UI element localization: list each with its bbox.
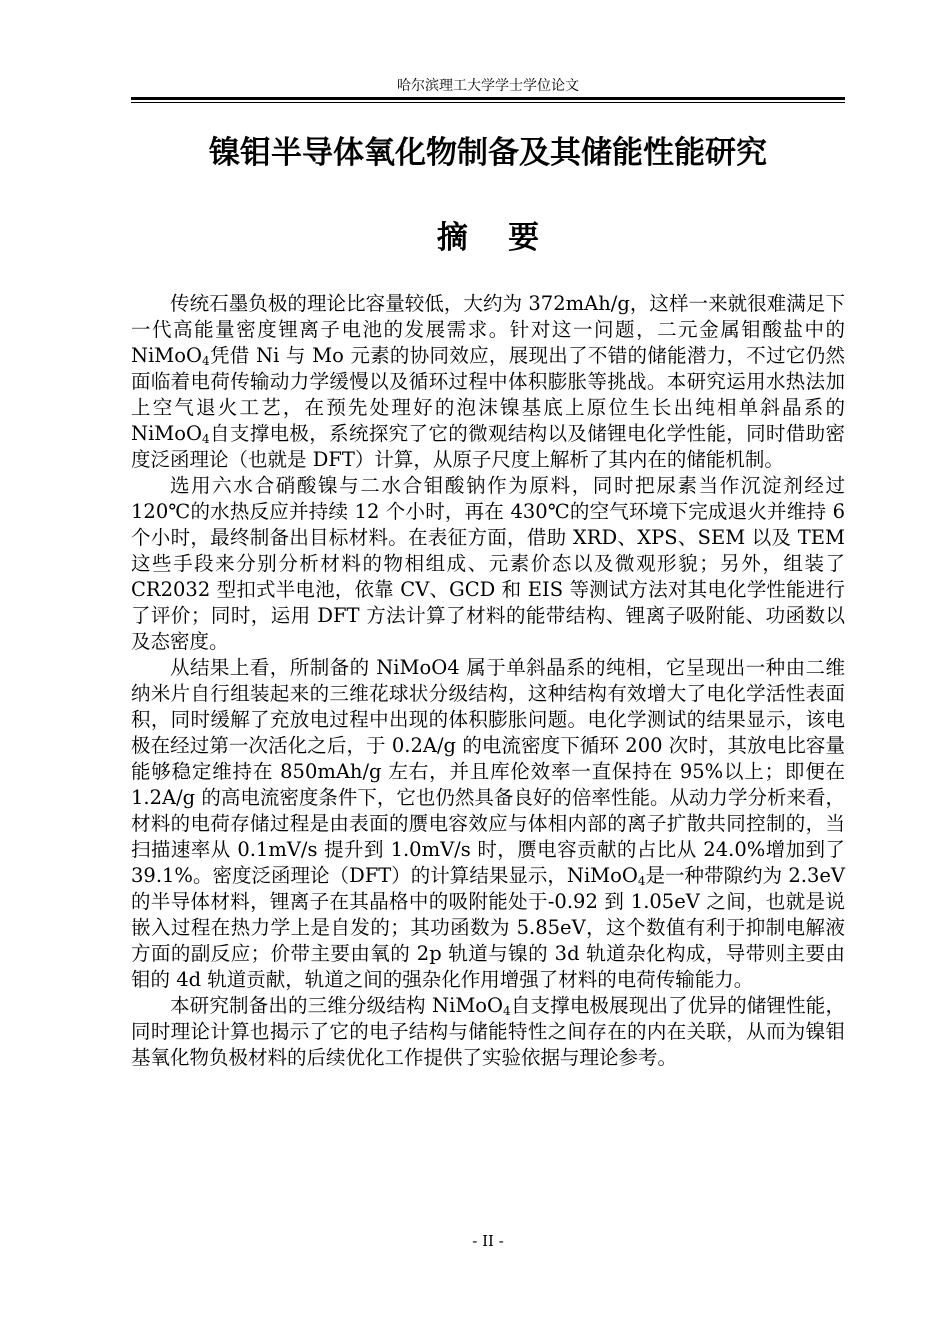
abstract-paragraph-3: 从结果上看，所制备的 NiMoO4 属于单斜晶系的纯相，它呈现出一种由二维纳米片自行组装起来的三维花球状分级结构，这种结构有效增大了电化学活性表面积，同时缓解了充放电过程中出现的体积膨胀问题。电化学测试的结果显示，该电极在经过第一次活化之后，于 0.2A/g 的电流密度下循环 200 次时，其放电比容量能够稳定维持在 850mAh/g 左右，并且库伦效率一直保持在 95%以上；即便在 1.2A/g 的高电流密度条件下，它也仍然具备良好的倍率性能。从动力学分析来看，材料的电荷存储过程是由表面的赝电容效应与体相内部的离子扩散共同控制的，当扫描速率从 0.1mV/s 提升到 1.0mV/s 时，赝电容贡献的占比从 24.0%增加到了 39.1%。密度泛函理论（DFT）的计算结果显示，NiMoO$_4$是一种带隙约为 2.3eV 的半导体材料，锂离子在其晶格中的吸附能处于-0.92 到 1.05eV 之间，也就是说嵌入过程在热力学上是自发的；其功函数为 5.85eV，这个数值有利于抑制电解液方面的副反应；价带主要由氧的 2p 轨道与镍的 3d 轨道杂化构成，导带则主要由钼的 4d 轨道贡献，轨道之间的强杂化作用增强了材料的电荷传输能力。 [131, 656, 845, 991]
page-number: - II - [472, 1232, 504, 1250]
abstract-paragraph-1: 传统石墨负极的理论比容量较低，大约为 372mAh/g，这样一来就很难满足下一代高能量密度锂离子电池的发展需求。针对这一问题，二元金属钼酸盐中的 NiMoO$_4$凭借 Ni 与 Mo 元素的协同效应，展现出了不错的储能潜力，不过它仍然面临着电荷传输动力学缓慢以及循环过程中体积膨胀等挑战。本研究运用水热法加上空气退火工艺，在预先处理好的泡沫镍基底上原位生长出纯相单斜晶系的 NiMoO$_4$自支撑电极，系统探究了它的微观结构以及储锂电化学性能，同时借助密度泛函理论（也就是 DFT）计算，从原子尺度上解析了其内在的储能机制。 [131, 292, 845, 471]
header-rule-thin [131, 102, 845, 103]
thesis-title: 镍钼半导体氧化物制备及其储能性能研究 [209, 135, 767, 171]
abstract-body [131, 291, 845, 1071]
abstract-heading: 摘要 [436, 220, 580, 256]
running-header: 哈尔滨理工大学学士学位论文 [397, 78, 579, 94]
header-rule-thick [131, 97, 845, 100]
abstract-paragraph-2: 选用六水合硝酸镍与二水合钼酸钠作为原料，同时把尿素当作沉淀剂经过 120℃的水热反应并持续 12 个小时，再在 430℃的空气环境下完成退火并维持 6 个小时，最终制备出目标材料。在表征方面，借助 XRD、XPS、SEM 以及 TEM 这些手段来分别分析材料的物相组成、元素价态以及微观形貌；另外，组装了 CR2032 型扣式半电池，依靠 CV、GCD 和 EIS 等测试方法对其电化学性能进行了评价；同时，运用 DFT 方法计算了材料的能带结构、锂离子吸附能、功函数以及态密度。 [131, 474, 845, 653]
abstract-paragraph-4: 本研究制备出的三维分级结构 NiMoO$_4$自支撑电极展现出了优异的储锂性能，同时理论计算也揭示了它的电子结构与储能特性之间存在的内在关联，从而为镍钼基氧化物负极材料的后续优化工作提供了实验依据与理论参考。 [131, 994, 845, 1069]
